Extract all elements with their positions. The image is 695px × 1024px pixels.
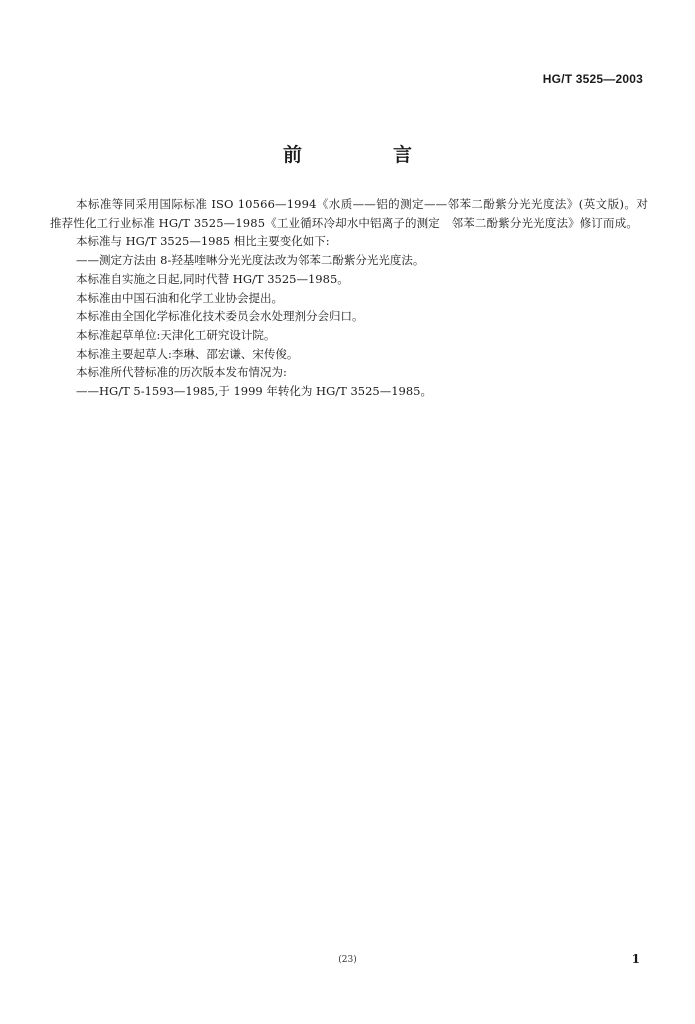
- page-title: 前 言: [282, 144, 448, 166]
- page-code: (23): [338, 955, 357, 965]
- page-number: 1: [631, 952, 640, 966]
- paragraph-change-item: ——测定方法由 8-羟基喹啉分光光度法改为邻苯二酚紫分光光度法。: [76, 253, 425, 268]
- standard-code: HG/T 3525—2003: [542, 72, 643, 86]
- paragraph-changes-intro: 本标准与 HG/T 3525—1985 相比主要变化如下:: [76, 234, 330, 249]
- paragraph-proposed-by: 本标准由中国石油和化学工业协会提出。: [76, 290, 283, 305]
- paragraph-drafting-unit: 本标准起草单位:天津化工研究设计院。: [76, 327, 276, 342]
- paragraph-supersedes: 本标准自实施之日起,同时代替 HG/T 3525—1985。: [76, 271, 349, 286]
- paragraph-adoption: 本标准等同采用国际标准 ISO 10566—1994《水质——铝的测定——邻苯二酚紫分光光度法》(英文版)。对推荐性化工行业标准 HG/T 3525—1985《工业循环冷却水中铝离子的测定 邻苯二酚紫分光光度法》修订而成。: [50, 197, 648, 230]
- paragraph-history-intro: 本标准所代替标准的历次版本发布情况为:: [76, 365, 287, 380]
- document-body: [50, 195, 648, 401]
- paragraph-history-item: ——HG/T 5-1593—1985,于 1999 年转化为 HG/T 3525—1985。: [76, 384, 432, 399]
- paragraph-drafters: 本标准主要起草人:李琳、邵宏谦、宋传俊。: [76, 346, 299, 361]
- paragraph-centralized-by: 本标准由全国化学标准化技术委员会水处理剂分会归口。: [76, 309, 364, 324]
